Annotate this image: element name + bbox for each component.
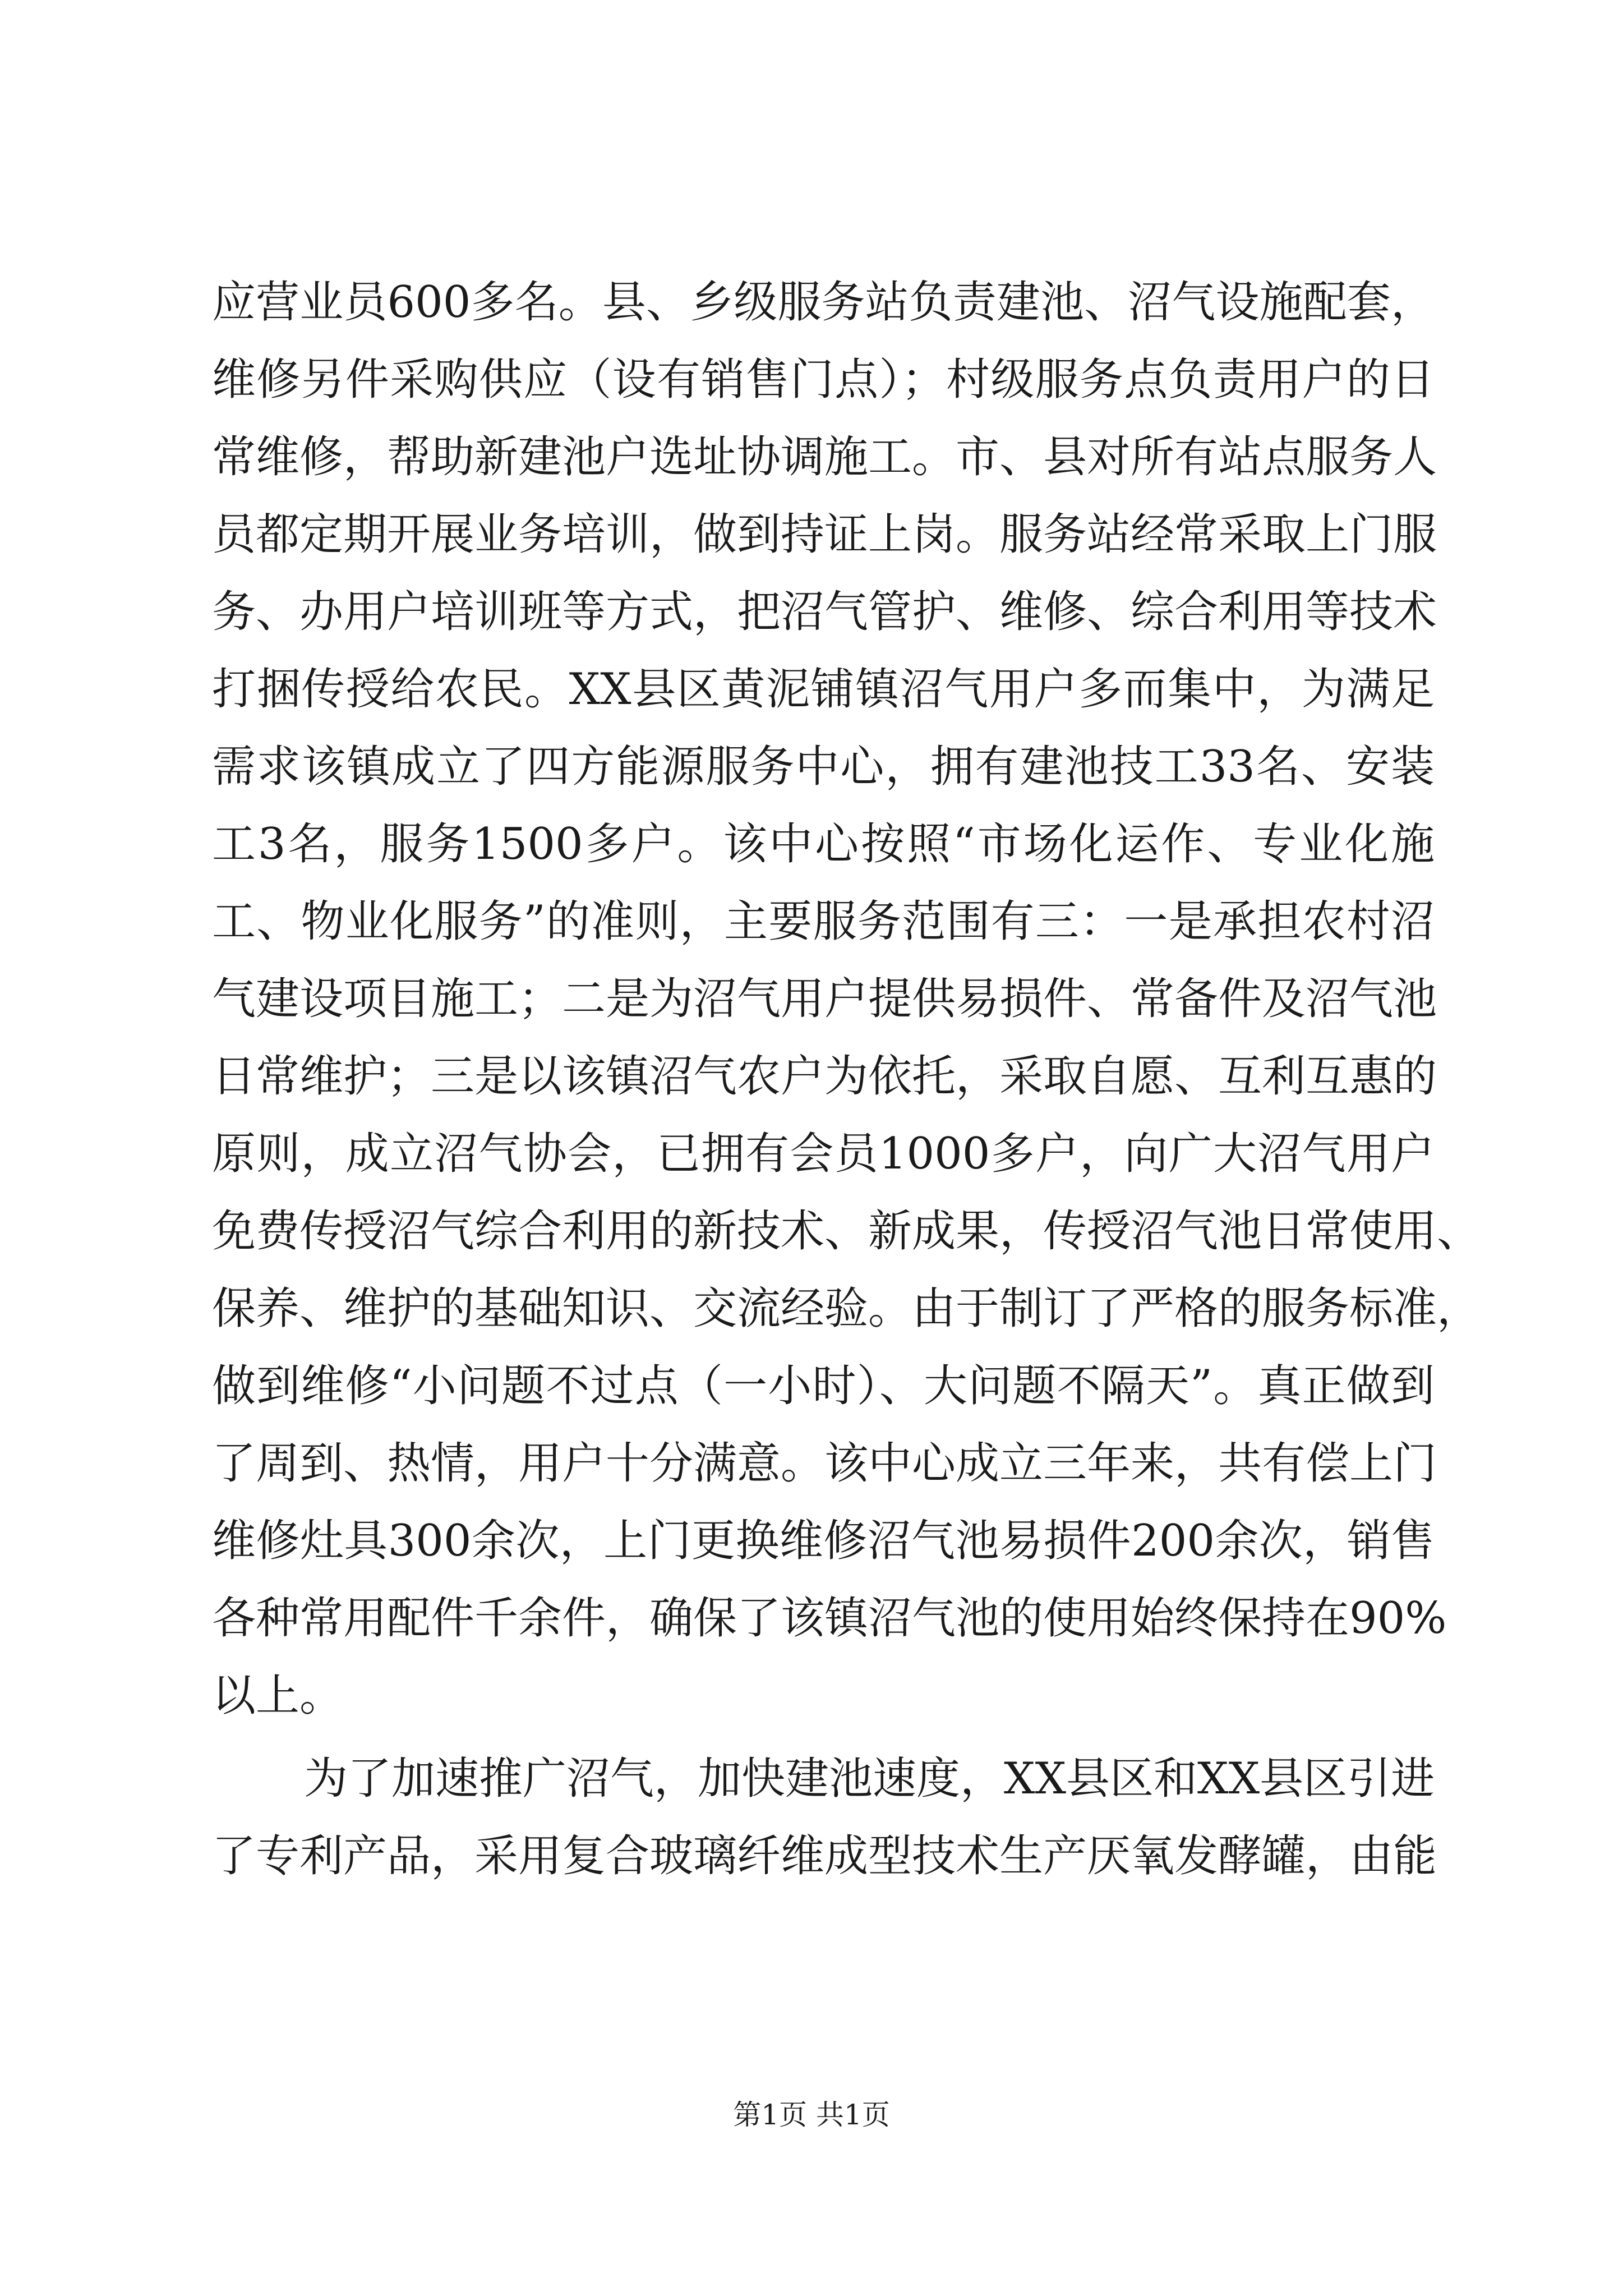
paragraph-2 (212, 1740, 1435, 1895)
text-line: 原则，成立沼气协会，已拥有会员1000多户，向广大沼气用户 (212, 1129, 1435, 1179)
paragraph-1 (212, 264, 1481, 1734)
text-line: 应营业员600多名。县、乡级服务站负责建池、沼气设施配套， (212, 277, 1435, 328)
text-line: 务、办用户培训班等方式，把沼气管护、维修、综合利用等技术 (212, 587, 1437, 637)
text-line: 打捆传授给农民。XX县区黄泥铺镇沼气用户多而集中，为满足 (212, 664, 1435, 715)
text-line: 需求该镇成立了四方能源服务中心，拥有建池技工33名、安装 (212, 742, 1435, 792)
text-line: 维修灶具300余次，上门更换维修沼气池易损件200余次，销售 (212, 1516, 1435, 1566)
text-line: 维修另件采购供应（设有销售门点）；村级服务点负责用户的日 (212, 355, 1435, 405)
text-line: 为了加速推广沼气，加快建池速度，XX县区和XX县区引进 (304, 1754, 1435, 1804)
text-line: 了专利产品，采用复合玻璃纤维成型技术生产厌氧发酵罐，由能 (212, 1831, 1437, 1881)
text-line: 了周到、热情，用户十分满意。该中心成立三年来，共有偿上门 (212, 1438, 1437, 1489)
text-line: 常维修，帮助新建池户选址协调施工。市、县对所有站点服务人 (212, 432, 1437, 482)
page-number-label: 第1页 共1页 (733, 2099, 890, 2131)
document-body (212, 264, 1481, 1895)
text-line: 工、物业化服务”的准则，主要服务范围有三：一是承担农村沼 (212, 896, 1435, 947)
text-line: 日常维护；三是以该镇沼气农户为依托，采取自愿、互利互惠的 (212, 1051, 1437, 1102)
text-line: 保养、维护的基础知识、交流经验。由于制订了严格的服务标准， (212, 1283, 1481, 1334)
text-line: 免费传授沼气综合利用的新技术、新成果，传授沼气池日常使用、 (212, 1206, 1481, 1257)
text-line: 员都定期开展业务培训，做到持证上岗。服务站经常采取上门服 (212, 509, 1437, 560)
text-line: 各种常用配件千余件，确保了该镇沼气池的使用始终保持在90% (212, 1593, 1447, 1644)
text-line: 工3名，服务1500多户。该中心按照“市场化运作、专业化施 (212, 819, 1435, 869)
paragraph-spacer (212, 1734, 1435, 1740)
page-footer (0, 2095, 1623, 2134)
text-line: 以上。 (212, 1671, 344, 1721)
text-line: 做到维修“小问题不过点（一小时）、大问题不隔天”。真正做到 (212, 1361, 1435, 1411)
text-line: 气建设项目施工；二是为沼气用户提供易损件、常备件及沼气池 (212, 974, 1437, 1024)
